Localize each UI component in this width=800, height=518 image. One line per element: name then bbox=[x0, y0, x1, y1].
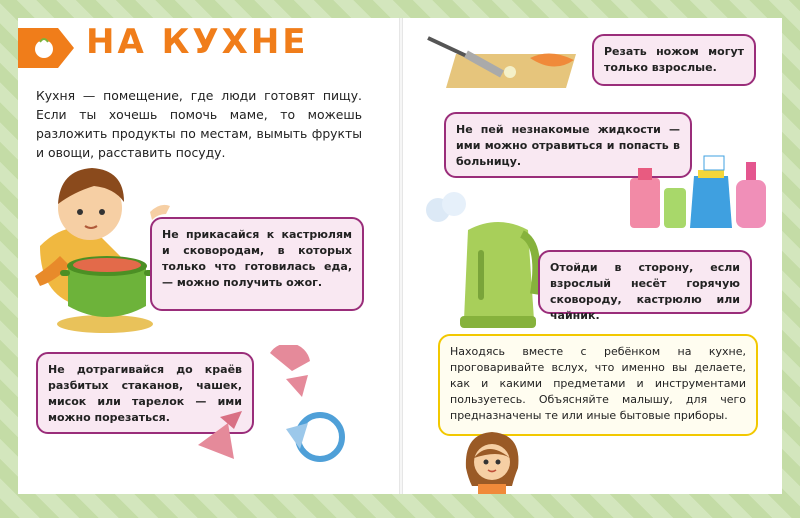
electric-kettle-icon bbox=[458, 210, 542, 332]
tip-hot-pot: Не прикасайся к кастрюлям и сковородам, в которых только что готовилась еда, — можно получить ожог. bbox=[150, 217, 364, 311]
tip-knife: Резать ножом могут только взрослые. bbox=[592, 34, 756, 86]
page-number-left: 4 bbox=[26, 478, 33, 488]
girl-avatar-icon bbox=[462, 430, 522, 494]
book-spine bbox=[399, 18, 403, 494]
page-title: НА КУХНЕ bbox=[86, 22, 309, 62]
parents-note: Находясь вместе с ребёнком на кухне, проговаривайте вслух, что именно вы делаете, как и какими предметами и инструментами пользуетесь. Объясняйте малышу, для чего предназначены те или иные бытовые приборы. bbox=[438, 334, 758, 436]
broken-dishes-icon bbox=[190, 345, 350, 485]
title-tab-icon bbox=[18, 28, 74, 68]
cleaning-bottles-icon bbox=[628, 146, 778, 232]
intro-paragraph: Кухня — помещение, где люди готовят пищу. Если ты хочешь помочь маме, то можешь разложить продукты по местам, вымыть фрукты и овощи, расставить посуду. bbox=[36, 88, 362, 160]
tip-broken-glass: Не дотрагивайся до краёв разбитых стаканов, чашек, мисок или тарелок — ими можно порезаться. bbox=[36, 352, 254, 434]
page-number-right: 5 bbox=[767, 478, 774, 488]
tip-liquids: Не пей незнакомые жидкости — ими можно отравиться и попасть в больницу. bbox=[444, 112, 692, 178]
tip-step-aside: Отойди в сторону, если взрослый несёт горячую сковороду, кастрюлю или чайник. bbox=[538, 250, 752, 314]
cutting-board-knife-icon bbox=[426, 32, 586, 92]
